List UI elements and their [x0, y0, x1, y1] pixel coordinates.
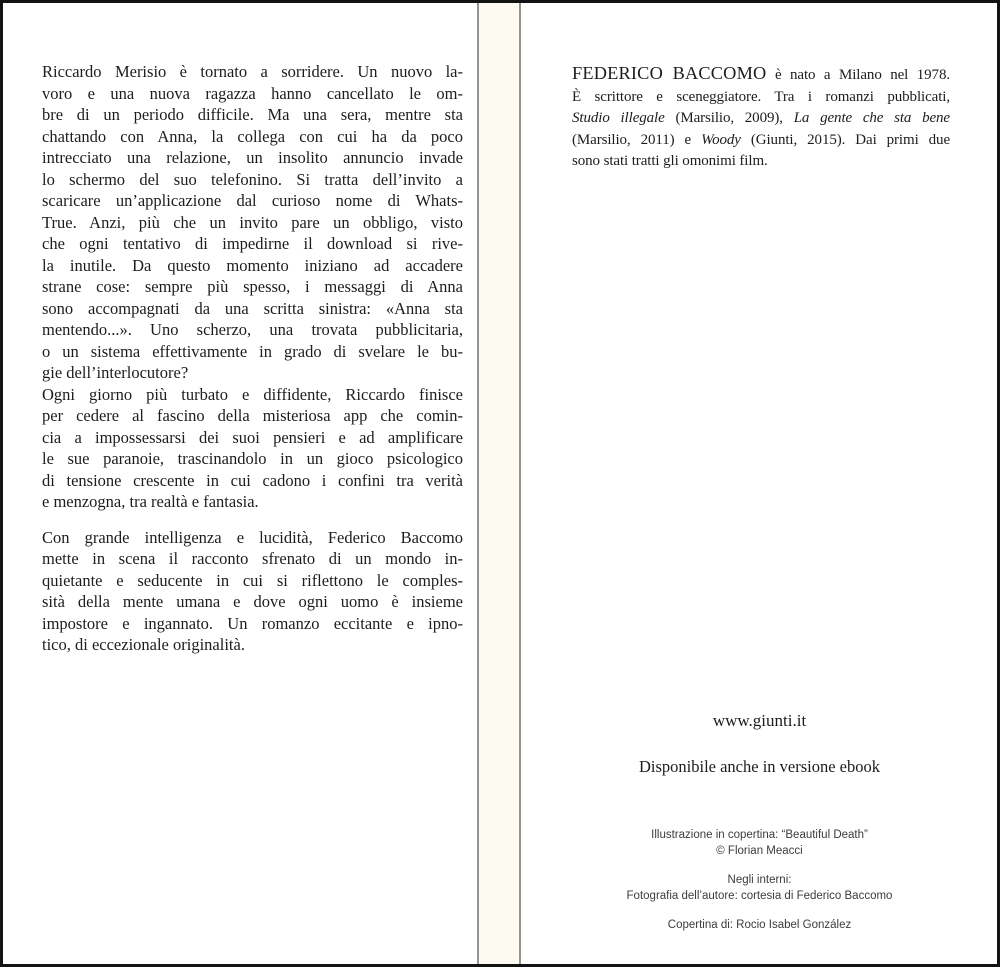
bio-segment: è nato a Milano nel 1978. — [766, 67, 951, 83]
text-line — [572, 87, 950, 109]
credit-group — [522, 872, 997, 904]
text-line: mette in scena il racconto sfrenato di un mondo in- — [42, 549, 463, 568]
text-line: bre di un periodo difficile. Ma una sera, mentre sta — [42, 105, 463, 124]
text-line: di tensione crescente in cui cadono i confini tra verità — [42, 470, 463, 490]
bio-segment: sono stati tratti gli omonimi film. — [572, 153, 768, 169]
text-line: scaricare un’applicazione dal curioso nome di Whats- — [42, 191, 463, 210]
bio-segment: Woody — [701, 131, 741, 148]
text-line — [572, 130, 950, 152]
credit-line: © Florian Meacci — [716, 845, 803, 857]
text-line: impostore e ingannato. Un romanzo eccitante e ipno- — [42, 613, 463, 633]
text-line: che ogni tentativo di impedirne il download si rive- — [42, 234, 463, 253]
credit-line: Fotografia dell’autore: cortesia di Federico Baccomo — [626, 890, 893, 902]
text-line: mentendo...». Uno scherzo, una trovata pubblicitaria, — [42, 320, 463, 339]
text-line: Riccardo Merisio è tornato a sorridere. Un nuovo la- — [42, 62, 463, 81]
paragraph — [42, 527, 463, 656]
text-line: True. Anzi, più che un invito pare un obbligo, visto — [42, 212, 463, 232]
text-line: intrecciato una relazione, un insolito annuncio invade — [42, 148, 463, 167]
text-line: le sue paranoie, trascinandolo in un gioco psicologico — [42, 449, 463, 468]
text-line: quietante e seducente in cui si riflettono le comples- — [42, 570, 463, 590]
text-line: e menzogna, tra realtà e fantasia. — [42, 492, 259, 511]
text-line — [572, 108, 950, 130]
bio-segment: Studio illegale — [572, 110, 665, 126]
text-line: lo schermo del suo telefonino. Si tratta dell’invito a — [42, 169, 463, 189]
credit-group — [522, 917, 997, 933]
text-line — [572, 63, 950, 87]
bio-segment: (Giunti, 2015). Dai primi due — [740, 131, 950, 148]
text-line: gie dell’interlocutore? — [42, 363, 189, 382]
bio-segment: È scrittore e sceneggiatore. Tra i romanzi pubblicati, — [572, 88, 950, 105]
credit-line: Negli interni: — [727, 874, 792, 886]
text-line: Ogni giorno più turbato e diffidente, Riccardo finisce — [42, 384, 463, 404]
text-line: sono accompagnati da una scritta sinistra: «Anna sta — [42, 298, 463, 318]
text-line: per cedere al fascino della misteriosa app che comin- — [42, 406, 463, 425]
text-line — [572, 151, 950, 173]
text-line: la inutile. Da questo momento iniziano ad accadere — [42, 255, 463, 275]
credit-line: Illustrazione in copertina: “Beautiful Death” — [651, 829, 868, 841]
text-line: strane cose: sempre più spesso, i messaggi di Anna — [42, 277, 463, 296]
text-line: o un sistema effettivamente in grado di svelare le bu- — [42, 341, 463, 361]
credit-line: Copertina di: Rocio Isabel González — [667, 919, 852, 931]
paragraph — [42, 61, 463, 384]
text-line: sità della mente umana e dove ogni uomo è insieme — [42, 592, 463, 611]
ebook-availability-note: Disponibile anche in versione ebook — [638, 757, 881, 776]
bio-segment: (Marsilio, 2009), — [664, 110, 794, 126]
bio-segment: (Marsilio, 2011) e — [572, 131, 702, 148]
jacket-fold-strip — [477, 3, 521, 964]
publisher-url: www.giunti.it — [712, 711, 807, 730]
synopsis-text — [42, 61, 463, 656]
author-bio — [572, 63, 950, 173]
text-line: Con grande intelligenza e lucidità, Federico Baccomo — [42, 527, 463, 547]
bio-segment: La gente che sta bene — [793, 110, 950, 126]
credits-block — [522, 827, 997, 946]
author-name: FEDERICO BACCOMO — [572, 63, 767, 83]
text-line: voro e una nuova ragazza hanno cancellato le om- — [42, 83, 463, 103]
text-line: tico, di eccezionale originalità. — [42, 635, 245, 654]
paragraph — [42, 384, 463, 513]
text-line: cia a impossessarsi dei suoi pensieri e ad amplificare — [42, 427, 463, 447]
text-line: chattando con Anna, la collega con cui ha da poco — [42, 126, 463, 146]
credit-group — [522, 827, 997, 859]
